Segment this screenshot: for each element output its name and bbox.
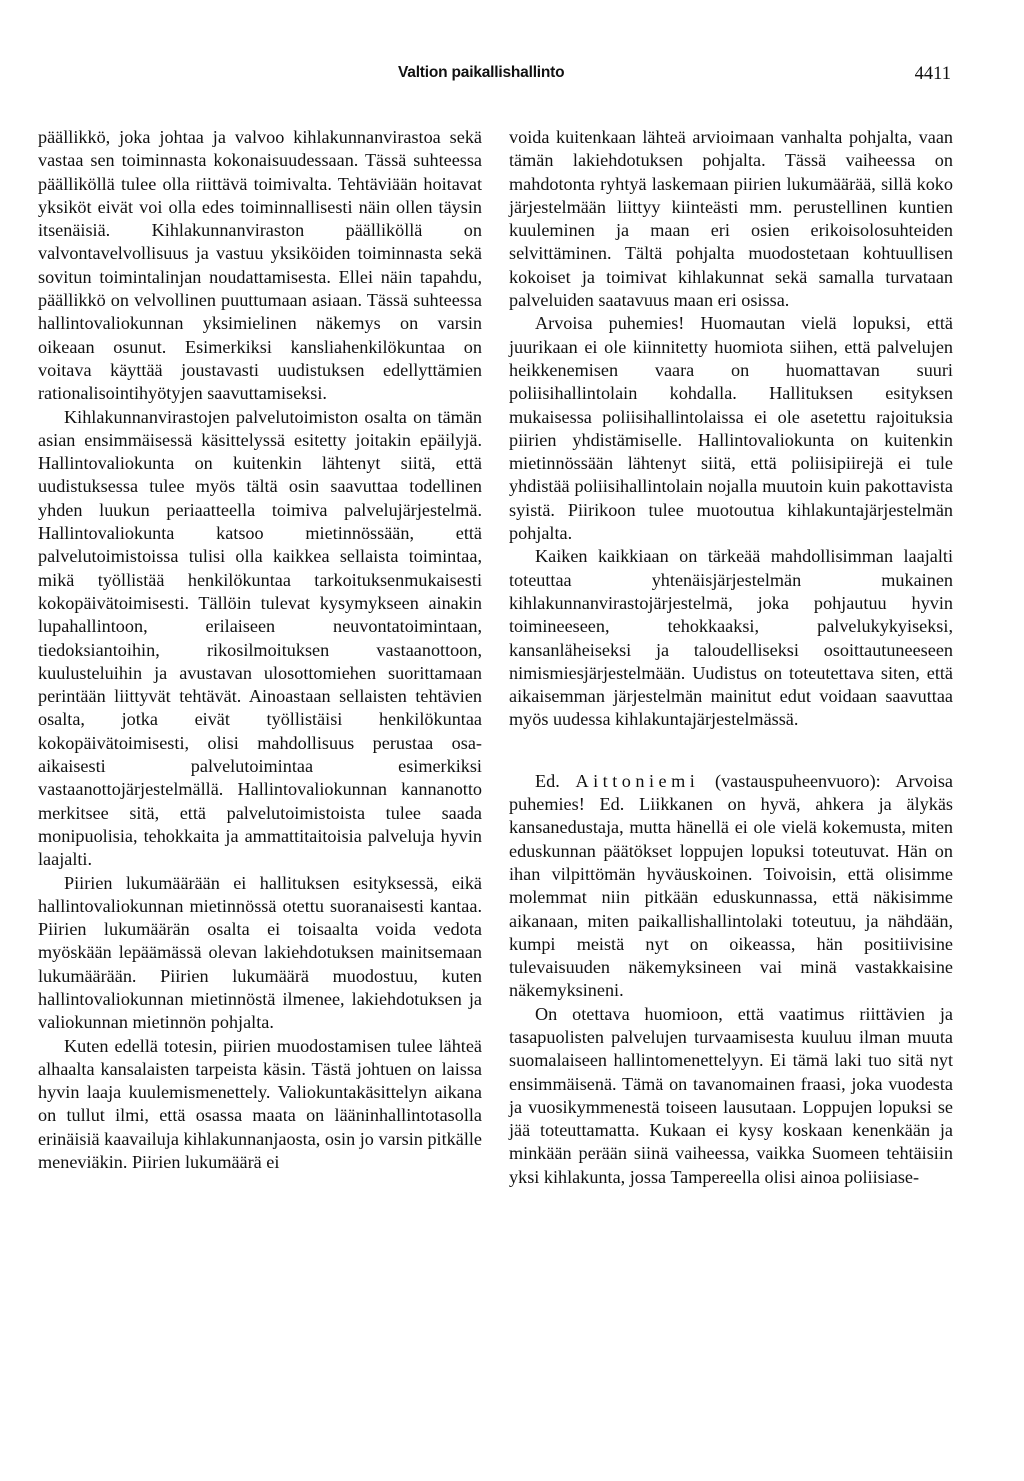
left-column: [38, 126, 482, 1174]
speaker-name: Aittoniemi: [575, 770, 700, 791]
paragraph: Kuten edellä totesin, piirien muodostamisen tulee lähteä alhaalta kansalaisten tarpeista käsin. Tästä johtuen on laissa hyvin laaja kuulemismenettely. Valiokuntakäsittelyn aikana on tullut ilmi, että osassa maata on lääninhallintotasolla erinäisiä kaavailuja kihlakunnanjaosta, osin jo varsin pitkälle meneviäkin. Piirien lukumäärä ei: [38, 1035, 482, 1173]
right-column: [509, 126, 953, 1189]
paragraph: Kihlakunnanvirastojen palvelutoimiston osalta on tämän asian ensimmäisessä käsittelyssä esitetty joitakin epäilyjä. Hallintovaliokunta on kuitenkin lähtenyt siitä, että uudistuksessa tulee myös tältä osin saavuttaa todellinen yhden luukun periaatteella toimiva palvelujärjestelmä. Hallintovaliokunta katsoo mietinnössään, että palvelutoimistoissa tulisi olla kaikkea sellaista toimintaa, mikä työllistää henkilökuntaa tarkoituksenmukaisesti kokopäivätoimisesti. Tällöin tulevat kysymykseen ainakin lupahallintoon, erilaiseen neuvontatoimintaan, tiedoksiantoihin, rikosilmoituksen vastaanottoon, kuulusteluihin ja avustavan ulosottomiehen suorittamaan perintään liittyvät tehtävät. Ainoastaan sellaisten tehtävien osalta, jotka eivät työllistäisi henkilökuntaa kokopäivätoimisesti, olisi mahdollisuus perustaa osa-aikaisesti palvelutoimintaa esimerkiksi vastaanottojärjestelmällä. Hallintovaliokunnan kannanotto merkitsee sitä, että palvelutoimistoista tulee saada monipuolisia, tehokkaita ja ammattitaitoisia palveluja hyvin laajalti.: [38, 406, 482, 870]
speech-intro: [509, 770, 953, 1003]
paragraph: Kaiken kaikkiaan on tärkeää mahdollisimman laajalti toteuttaa yhtenäisjärjestelmän mukainen kihlakunnanvirastojärjestelmä, joka pohjautuu hyvin toimineeseen, tehokkaaksi, palvelukykyiseksi, kansanläheiseksi ja taloudelliseksi osoittautuneeseen nimismiesjärjestelmään. Uudistus on toteutettava siten, että aikaisemman järjestelmän mainitut edut voidaan saavuttaa myös uudessa kihlakuntajärjestelmässä.: [509, 546, 953, 730]
paragraph: voida kuitenkaan lähteä arvioimaan vanhalta pohjalta, vaan tämän lakiehdotuksen pohjalta. Tässä vaiheessa on mahdotonta ryhtyä laskemaan piirien lukumäärää, sillä koko järjestelmään liittyy kiinteästi mm. perustellinen kuntien kuuleminen ja maan eri osien erikoisolosuhteiden selvittäminen. Tältä pohjalta muodostetaan kohtuullisen kokoiset ja toimivat kihlakunnat sekä samalla turvataan palveluiden saatavuus maan eri osissa.: [509, 127, 953, 311]
paragraph: Arvoisa puhemies! Huomautan vielä lopuksi, että juurikaan ei ole kiinnitetty huomiota siihen, että palvelujen heikkenemisen vaara on huomattavan suuri poliisihallintolain kohdalla. Hallituksen esityksen mukaisessa poliisihallintolaissa ei ole asetettu rajoituksia piirien yhdistämiselle. Hallintovaliokunta on kuitenkin mietinnössään lähtenyt siitä, että poliisipiirejä ei tule yhdistää poliisihallintolain nojalla muutoin kuin pakottavista syistä. Piirikoon tulee muotoutua kihlakuntajärjestelmän pohjalta.: [509, 313, 953, 544]
speech-text: Arvoisa puhemies! Ed. Liikkanen on hyvä, ahkera ja älykäs kansanedustaja, mutta hänellä ei ole vielä kokemusta, miten eduskunnan päätökset loppujen lopuksi toteutuvat. Hän on ihan vilpittömän hyväuskoinen. Toivoisin, että olisimme molemmat niin pitkään eduskunnassa, että näkisimme aikanaan, miten paikallishallintolaki toteutuu, ja nähdään, kumpi meistä nyt on oikeassa, hän positiivisine tulevaisuuden näkemyksineen vai minä vastakkaisine näkemyksineni.: [509, 770, 953, 1001]
page-number: 4411: [914, 64, 951, 84]
paragraph: On otettava huomioon, että vaatimus riittävien ja tasapuolisten palvelujen turvaamisesta kuuluu ilman muuta suomalaiseen hallintomenettelyyn. Ei tämä laki tuo sitä nyt ensimmäisenä. Tämä on tavanomainen fraasi, joka vuodesta ja vuosikymmenestä toiseen lausutaan. Loppujen lopuksi se jää toteuttamatta. Kukaan ei kysy koskaan kenenkään ja minkään perään siinä vaiheessa, vaikka Suomeen tehtäisiin yksi kihlakunta, jossa Tampereella olisi ainoa poliisiase-: [509, 1003, 953, 1187]
speech-note: (vastauspuheenvuoro):: [715, 770, 881, 791]
paragraph: päällikkö, joka johtaa ja valvoo kihlakunnanvirastoa sekä vastaa sen toiminnasta kokonaisuudessaan. Tässä suhteessa päälliköllä tulee olla riittävä toimivalta. Tehtäviään hoitavat yksiköt eivät voi olla edes toiminnallisesti näin ollen täysin itsenäisiä. Kihlakunnanviraston päälliköllä on valvontavelvollisuus ja vastuu yksiköiden toiminnasta sekä sovitun toimintalinjan noudattamisesta. Ellei näin tapahdu, päällikkö on velvollinen puuttumaan asiaan. Tässä suhteessa hallintovaliokunnan yksimielinen näkemys on varsin oikeaan osunut. Esimerkiksi kansliahenkilökuntaa on voitava käyttää joustavasti uudistuksen edellyttämien rationalisointihyötyjen saavuttamiseksi.: [38, 127, 482, 404]
speaker-prefix: Ed.: [535, 770, 560, 791]
header-title: Valtion paikallishallinto: [398, 64, 565, 81]
paragraph: Piirien lukumäärään ei hallituksen esityksessä, eikä hallintovaliokunnan mietinnössä otettu suoranaisesti kantaa. Piirien lukumäärän osalta ei toisaalta voida vedota myöskään lepäämässä olevan lakiehdotuksen mainitsemaan lukumäärään. Piirien lukumäärä muodostuu, kuten hallintovaliokunnan mietinnöstä ilmenee, lakiehdotuksen ja valiokunnan mietinnön pohjalta.: [38, 872, 482, 1033]
